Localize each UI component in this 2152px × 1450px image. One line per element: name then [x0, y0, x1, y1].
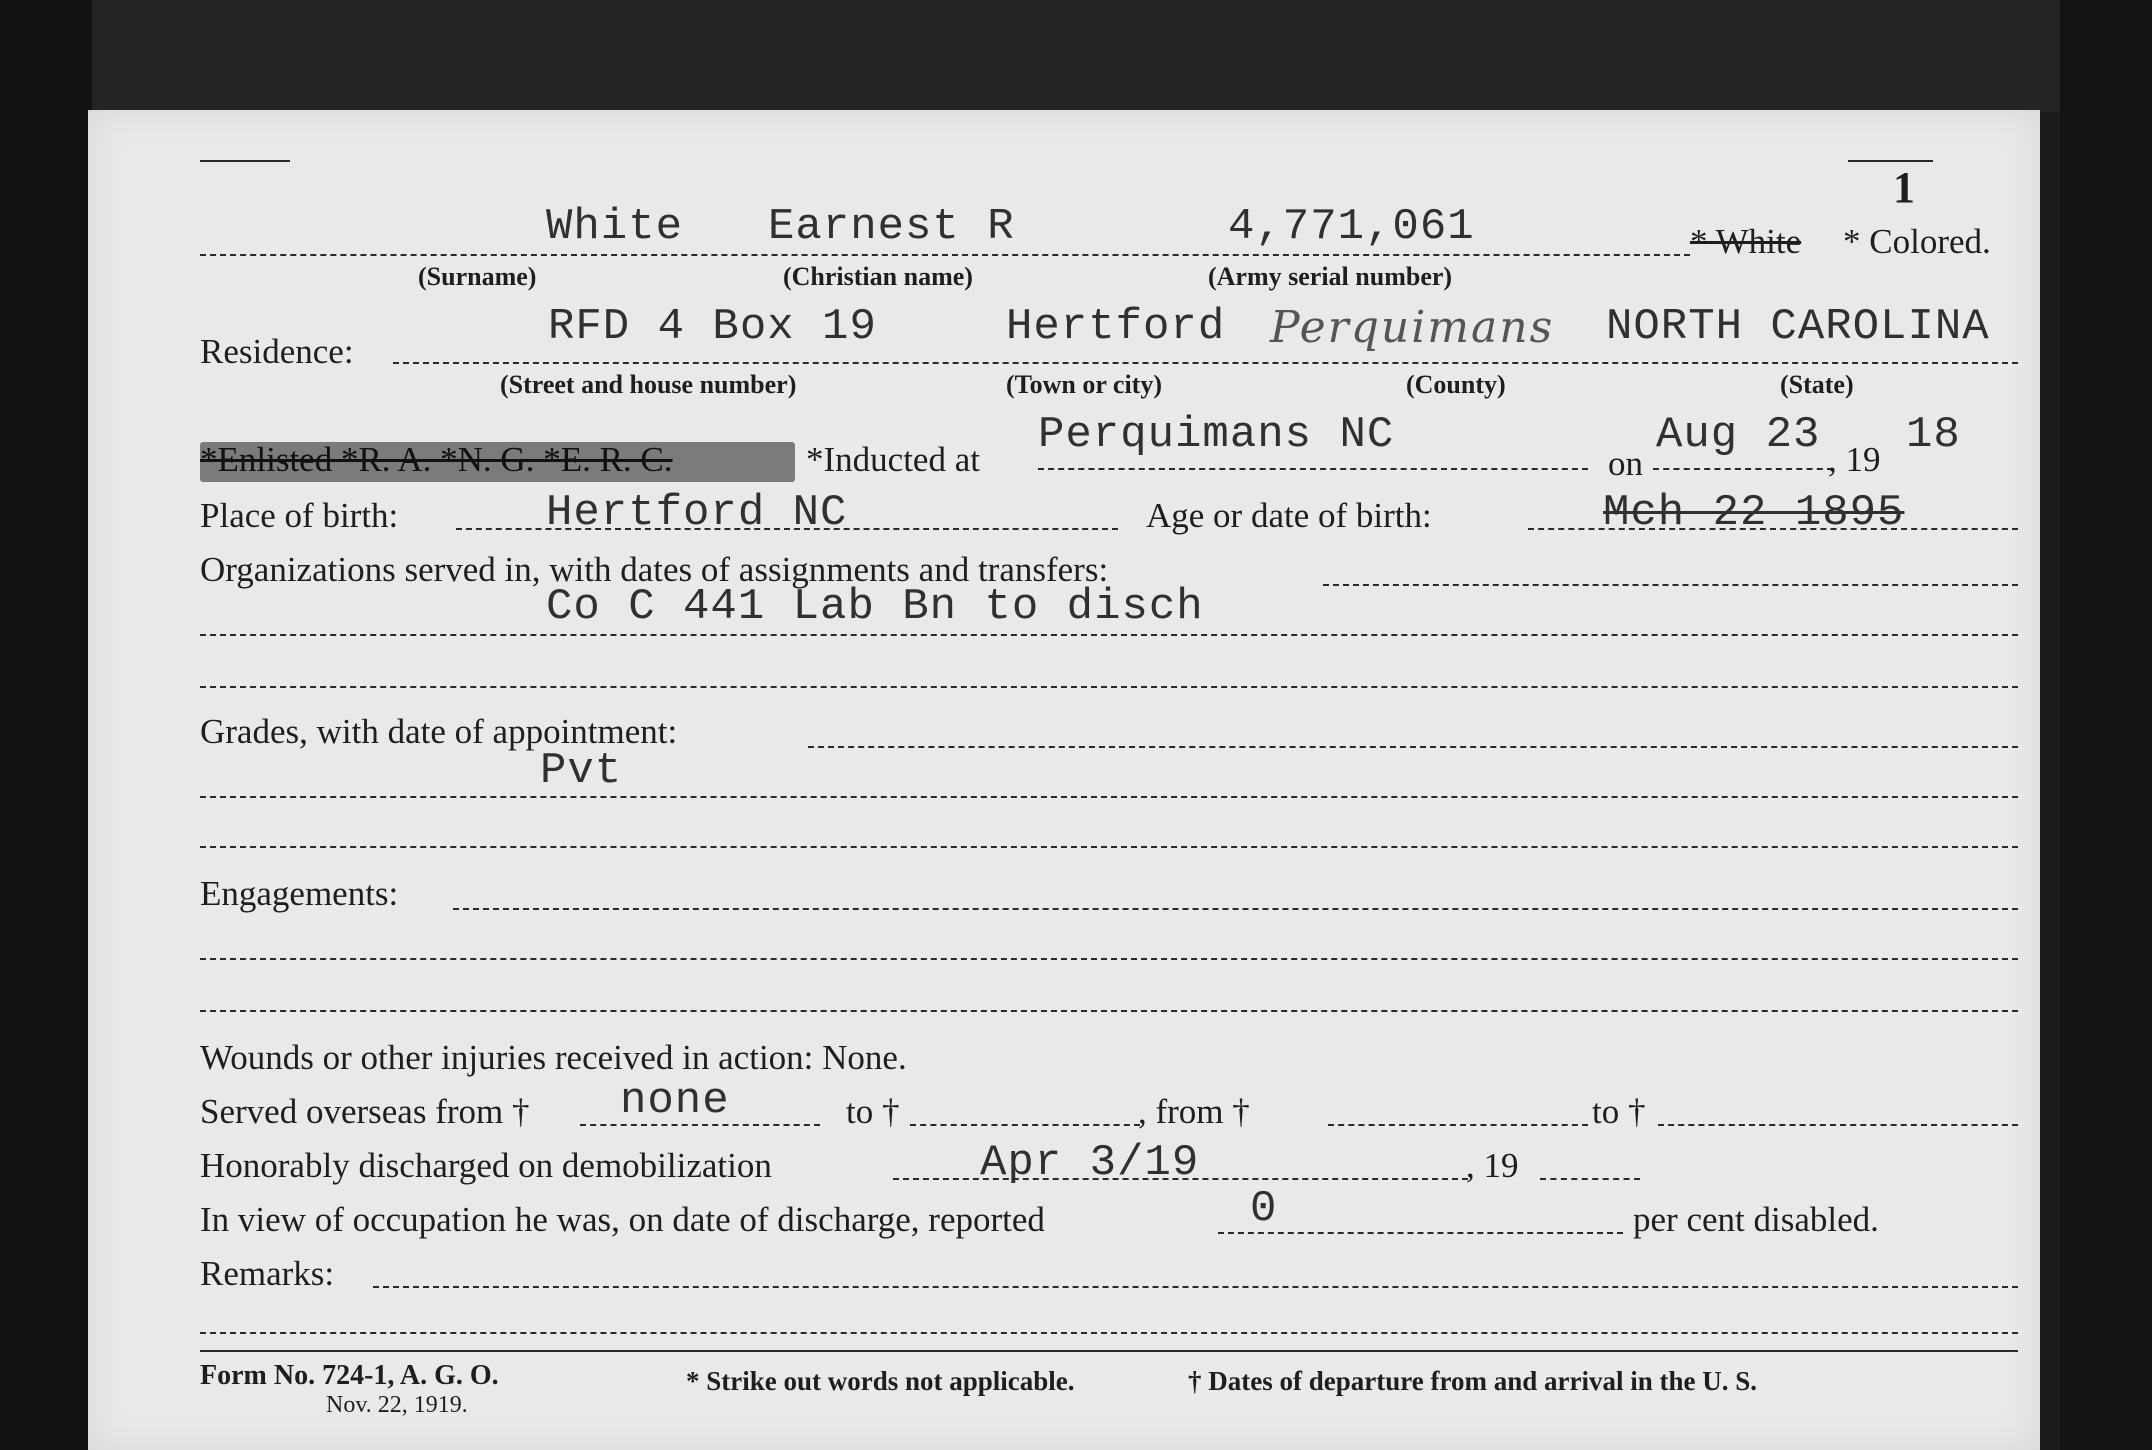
- overseas-to2-label: to †: [1592, 1092, 1646, 1131]
- overseas-from-value: none: [620, 1076, 730, 1126]
- disabled-line: [1218, 1232, 1623, 1234]
- engagements-label: Engagements:: [200, 874, 399, 913]
- organizations-value: Co C 441 Lab Bn to disch: [546, 582, 1204, 632]
- discharge-label: Honorably discharged on demobilization: [200, 1146, 772, 1185]
- grades-value: Pvt: [540, 746, 623, 796]
- footnote-strike: * Strike out words not applicable.: [686, 1366, 1075, 1396]
- inducted-label: *Inducted at: [806, 440, 980, 479]
- discharge-year-label: , 19: [1466, 1146, 1519, 1185]
- form-number: Form No. 724-1, A. G. O.: [200, 1360, 499, 1391]
- disabled-label: In view of occupation he was, on date of discharge, reported: [200, 1200, 1045, 1239]
- disabled-value: 0: [1250, 1184, 1278, 1234]
- induction-date-value: Aug 23: [1656, 410, 1821, 460]
- footer-rule: [200, 1350, 2018, 1352]
- residence-line: [393, 362, 2018, 364]
- race-colored-option: * Colored.: [1843, 222, 1991, 261]
- residence-label: Residence:: [200, 332, 354, 371]
- serial-number-value: 4,771,061: [1228, 202, 1475, 252]
- birth-date-value: Mch 22 1895: [1603, 488, 1905, 538]
- christian-name-caption: (Christian name): [783, 262, 973, 291]
- state-value: NORTH CAROLINA: [1606, 302, 1990, 352]
- wounds-line: Wounds or other injuries received in action: None.: [200, 1038, 907, 1077]
- birth-place-line: [456, 528, 1118, 530]
- grades-line-2: [200, 846, 2018, 848]
- scan-border-top: [92, 0, 2152, 112]
- county-caption: (County): [1406, 370, 1506, 399]
- discharge-date-value: Apr 3/19: [980, 1138, 1200, 1188]
- induction-date-line: [1653, 468, 1833, 470]
- christian-name-value: Earnest R: [768, 202, 1015, 252]
- remarks-line-0: [373, 1286, 2018, 1288]
- remarks-label: Remarks:: [200, 1254, 335, 1293]
- discharge-year-line: [1540, 1178, 1640, 1180]
- town-caption: (Town or city): [1006, 370, 1162, 399]
- name-line: [200, 254, 1690, 256]
- organizations-line-1: [200, 634, 2018, 636]
- overseas-label: Served overseas from †: [200, 1092, 530, 1131]
- service-record-card: [88, 110, 2040, 1450]
- overseas-to-label: to †: [846, 1092, 900, 1131]
- engagements-line-2: [200, 1010, 2018, 1012]
- scan-border-left: [0, 0, 92, 1450]
- street-caption: (Street and house number): [500, 370, 797, 399]
- engagements-line-1: [200, 958, 2018, 960]
- overseas-to-line: [910, 1124, 1140, 1126]
- enlisted-struck-options: *Enlisted *R. A. *N. G. *E. R. C.: [200, 440, 673, 479]
- birth-place-value: Hertford NC: [546, 488, 848, 538]
- birth-date-line: [1528, 528, 2018, 530]
- race-white-option: * White: [1690, 222, 1802, 261]
- corner-rule-left: [200, 160, 290, 162]
- town-value: Hertford: [1006, 302, 1226, 352]
- disabled-suffix: per cent disabled.: [1633, 1200, 1879, 1239]
- grades-line-0: [808, 746, 2018, 748]
- state-caption: (State): [1780, 370, 1854, 399]
- overseas-to2-line: [1658, 1124, 2018, 1126]
- form-date: Nov. 22, 1919.: [326, 1392, 468, 1418]
- organizations-line-0: [1323, 584, 2018, 586]
- overseas-from2-line: [1328, 1124, 1588, 1126]
- surname-value: White: [546, 202, 684, 252]
- year-prefix: , 19: [1828, 440, 1881, 479]
- county-value: Perquimans: [1270, 302, 1555, 353]
- birth-date-label: Age or date of birth:: [1146, 496, 1432, 535]
- corner-rule-right: [1848, 160, 1933, 162]
- engagements-line-0: [453, 908, 2018, 910]
- scan-border-right: [2060, 0, 2152, 1450]
- organizations-line-2: [200, 686, 2018, 688]
- birth-place-label: Place of birth:: [200, 496, 399, 535]
- inducted-place-value: Perquimans NC: [1038, 410, 1395, 460]
- organizations-label: Organizations served in, with dates of assignments and transfers:: [200, 550, 1109, 589]
- surname-caption: (Surname): [418, 262, 537, 291]
- overseas-from2-label: , from †: [1138, 1092, 1250, 1131]
- on-label: on: [1608, 444, 1643, 483]
- card-number: 1: [1893, 163, 1915, 212]
- inducted-line: [1038, 468, 1588, 470]
- footnote-dates: † Dates of departure from and arrival in the U. S.: [1188, 1366, 1757, 1396]
- serial-caption: (Army serial number): [1208, 262, 1453, 291]
- grades-line-1: [200, 796, 2018, 798]
- overseas-from-line: [580, 1124, 820, 1126]
- street-value: RFD 4 Box 19: [548, 302, 877, 352]
- induction-year-value: 18: [1906, 410, 1961, 460]
- discharge-line: [893, 1178, 1468, 1180]
- remarks-line-1: [200, 1332, 2018, 1334]
- grades-label: Grades, with date of appointment:: [200, 712, 678, 751]
